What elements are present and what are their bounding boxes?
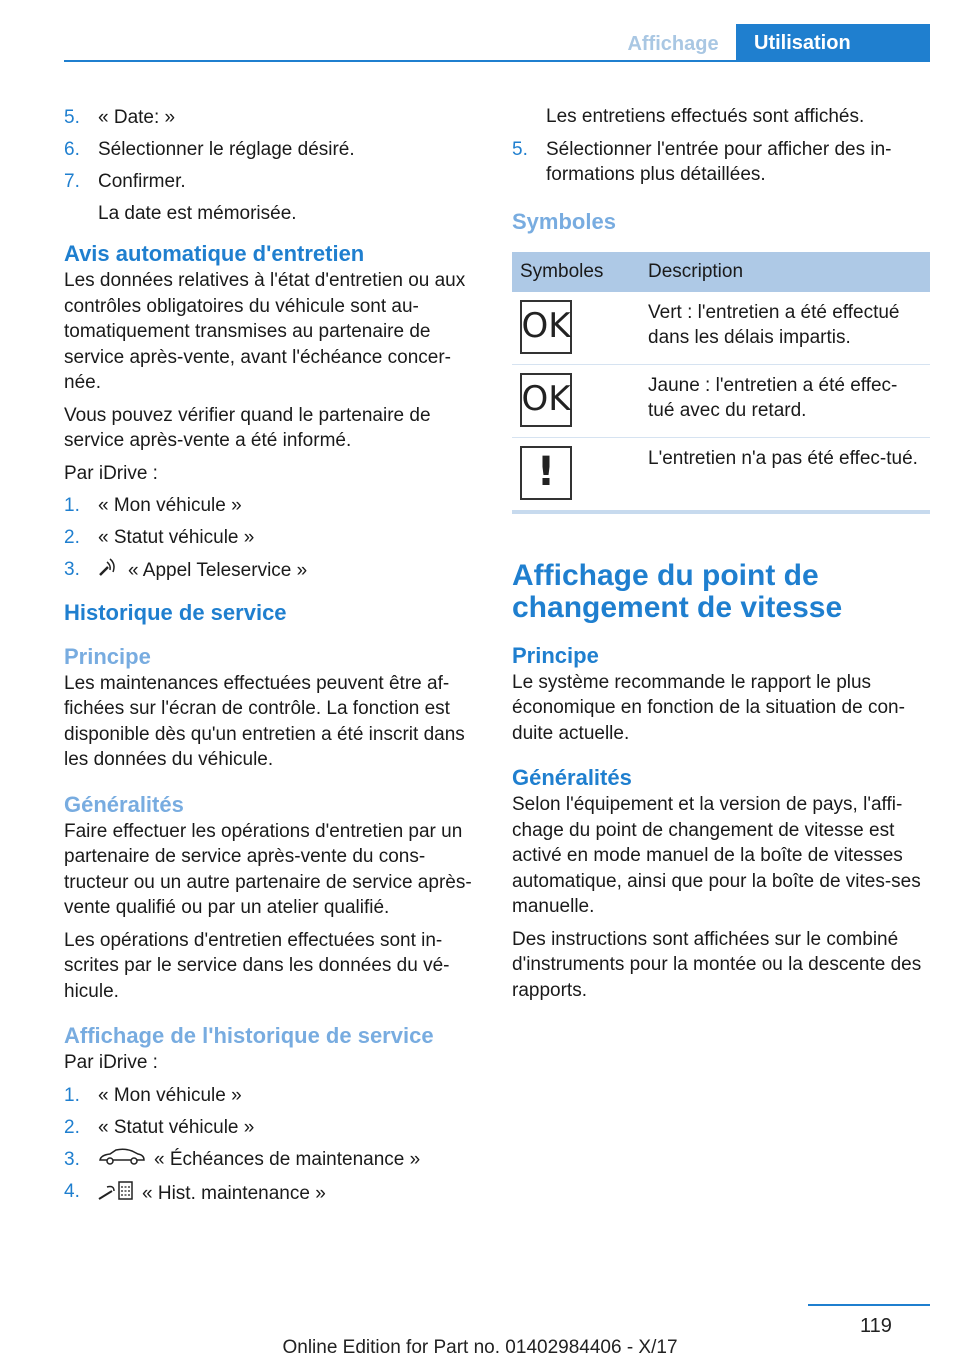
tab-affichage[interactable]: Affichage — [627, 33, 719, 55]
list-item: 2. « Statut véhicule » — [64, 527, 255, 548]
steps-top — [64, 105, 476, 226]
section-title: Affichage du point de changement de vitesse — [512, 558, 843, 624]
principe-title: Principe — [64, 643, 151, 669]
list-item: 2. « Statut véhicule » — [64, 1116, 255, 1138]
table-header: Description — [640, 252, 930, 292]
avis-paragraph-1: Les données relatives à l'état d'entretien ou aux contrôles obligatoires du véhicule sont au‐tomatiquement transmises au partenaire de service après-vente, avant l'échéance concer‐née. — [64, 270, 466, 393]
list-item: 3. « Échéances de maintenance » — [64, 1147, 476, 1173]
symboles-title: Symboles — [512, 208, 616, 234]
generalites-paragraph-1: Faire effectuer les opérations d'entretien par un partenaire de service après-vente du cons‐tructeur ou un autre partenaire de service après-vente qualifié ou par un atelier qualifié. — [64, 820, 472, 918]
left-column — [64, 100, 476, 1222]
table-cell: L'entretien n'a pas été effec‐tué. — [640, 437, 930, 512]
list-item: 1. « Mon véhicule » — [64, 1084, 242, 1106]
principe-title-right: Principe — [512, 642, 599, 668]
generalites-title-right: Généralités — [512, 765, 632, 790]
avis-title: Avis automatique d'entretien — [64, 241, 365, 266]
car-icon — [98, 1147, 146, 1173]
list-item: 4. « Hist. maintenance » — [64, 1179, 476, 1209]
tab-utilisation[interactable]: Utilisation — [736, 24, 930, 62]
list-item: 5. « Date: » — [64, 107, 176, 128]
avis-steps — [64, 493, 476, 585]
avis-paragraph-2: Vous pouvez vérifier quand le partenaire de service après-vente a été informé. — [64, 404, 431, 451]
page-number: 119 — [860, 1315, 892, 1337]
avis-paragraph-3: Par iDrive : — [64, 462, 158, 484]
generalites-paragraph-right-1: Selon l'équipement et la version de pays, l'affi‐chage du point de changement de vitesse est activé en mode manuel de la boîte de vitesses automatique, ainsi que pour la boîte de vites‐ses manuelle. — [512, 794, 921, 917]
table-row — [512, 292, 930, 365]
generalites-paragraph-2: Les opérations d'entretien effectuées sont in‐scrites par le service dans les données du vé‐hicule. — [64, 929, 450, 1002]
aff-steps — [64, 1083, 476, 1209]
generalites-title: Généralités — [64, 791, 184, 817]
table-row — [512, 364, 930, 437]
teleservice-icon — [98, 557, 120, 585]
hist-title: Historique de service — [64, 599, 287, 625]
list-item: 3. « Appel Teleservice » — [64, 557, 476, 585]
continued-text: Les entretiens effectués sont affichés. — [546, 106, 865, 127]
affichage-hist-paragraph: Par iDrive : — [64, 1052, 158, 1073]
right-column — [512, 100, 930, 1010]
generalites-paragraph-right-2: Des instructions sont affichées sur le combiné d'instruments pour la montée ou la descente des rapports. — [512, 928, 922, 1001]
table-header: Symboles — [512, 252, 640, 292]
ok-yellow-icon: OK — [520, 373, 572, 427]
principe-paragraph-right: Le système recommande le rapport le plus économique en fonction de la situation de con‐duite actuelle. — [512, 671, 905, 744]
edition-footer: Online Edition for Part no. 01402984406 - X/17 — [282, 1337, 678, 1358]
table-header-row — [512, 252, 930, 292]
table-cell: Jaune : l'entretien a été effec‐tué avec du retard. — [640, 364, 930, 437]
table-row — [512, 437, 930, 512]
affichage-hist-title: Affichage de l'historique de service — [64, 1023, 434, 1048]
table-cell: Vert : l'entretien a été effectué dans les délais impartis. — [640, 292, 930, 365]
maintenance-history-icon — [98, 1179, 134, 1209]
footer-rule — [808, 1304, 930, 1306]
principe-paragraph: Les maintenances effectuées peuvent être af‐fichées sur l'écran de contrôle. La fonction est disponible dès qu'un entretien a été inscrit dans les données du véhicule. — [64, 672, 465, 770]
header-rule — [64, 60, 930, 62]
list-item: 1. « Mon véhicule » — [64, 495, 242, 516]
warning-exclamation-icon: ! — [520, 446, 572, 500]
list-item: 7. Confirmer. La date est mémorisée. — [64, 171, 297, 224]
list-item: 6. Sélectionner le réglage désiré. — [64, 139, 355, 160]
ok-green-icon: OK — [520, 300, 572, 354]
symbols-table — [512, 252, 930, 514]
list-item: 5. Sélectionner l'entrée pour afficher des in‐formations plus détaillées. — [512, 138, 892, 185]
